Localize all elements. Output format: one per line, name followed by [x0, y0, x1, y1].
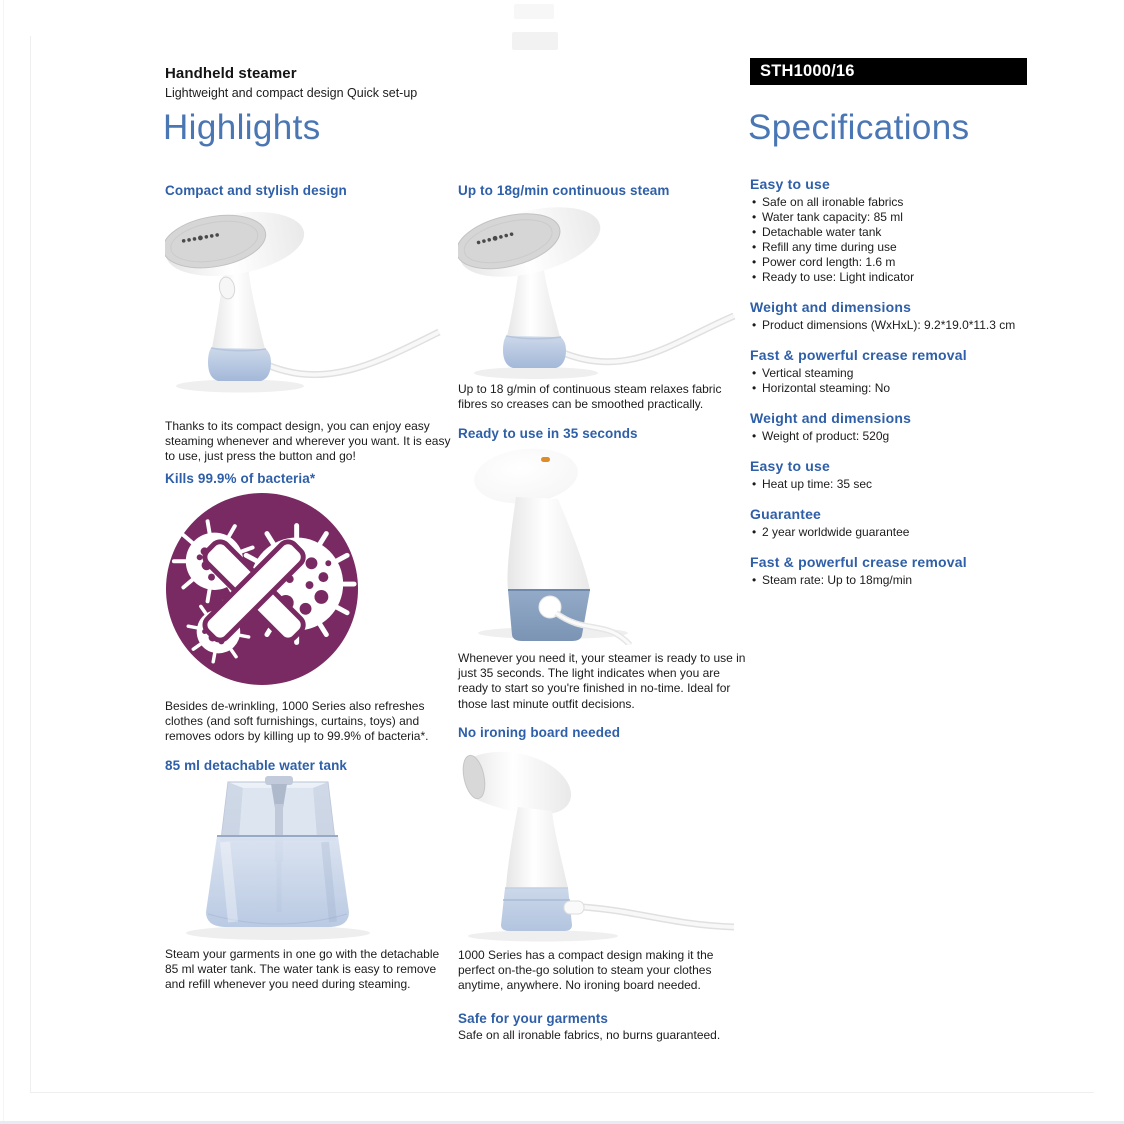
spec-group-heading: Easy to use	[750, 176, 831, 192]
spec-item: • Safe on all ironable fabrics	[750, 195, 1040, 210]
highlight-heading-kills-bacteria: Kills 99.9% of bacteria*	[165, 471, 316, 486]
spec-group-weight-dimensions-2	[750, 410, 1040, 444]
steamer-three-quarter-image	[165, 202, 443, 407]
tank-valve-cap	[265, 776, 293, 785]
spec-item: • Product dimensions (WxHxL): 9.2*19.0*11.3 cm	[750, 318, 1040, 333]
highlight-body-no-ironing-board: 1000 Series has a compact design making it the perfect on-the-go solution to steam your clothes anytime, anywhere. No ironing board needed.	[458, 948, 714, 993]
spec-group-heading: Weight and dimensions	[750, 299, 912, 315]
cord-plug	[564, 901, 584, 914]
spec-list	[750, 429, 1040, 444]
steamer-back-view-svg	[458, 443, 736, 645]
steamer-back-view-image	[458, 443, 736, 645]
product-shadow	[176, 380, 304, 393]
specifications-column	[750, 176, 1040, 602]
steamer-three-quarter-svg	[165, 202, 443, 407]
spec-list	[750, 318, 1040, 333]
spec-list	[750, 195, 1040, 285]
highlight-body-kills-bacteria: Besides de-wrinkling, 1000 Series also refreshes clothes (and soft furnishings, curtains, toys) and removes odors by killing up to 99.9% of bacteria*.	[165, 699, 429, 744]
spec-group-heading: Fast & powerful crease removal	[750, 554, 967, 570]
steamer-side-view-svg	[458, 745, 736, 943]
steamer-angled-image	[458, 202, 736, 380]
spec-item: • Vertical steaming	[750, 366, 1040, 381]
spec-list	[750, 477, 1040, 492]
page-edge-line	[3, 0, 4, 1124]
spec-list	[750, 525, 1040, 540]
product-shadow	[468, 931, 618, 942]
model-number-badge: STH1000/16	[750, 58, 1027, 85]
highlight-body-safe-garments: Safe on all ironable fabrics, no burns guaranteed.	[458, 1028, 721, 1042]
spec-item: • Ready to use: Light indicator	[750, 270, 1040, 285]
spec-group-guarantee	[750, 506, 1040, 540]
highlights-title: Highlights	[163, 108, 321, 147]
water-tank-base	[503, 336, 566, 368]
product-title: Handheld steamer	[165, 65, 297, 82]
highlight-body-continuous-steam: Up to 18 g/min of continuous steam relaxes fabric fibres so creases can be smoothed practically.	[458, 382, 722, 412]
spec-item: • Refill any time during use	[750, 240, 1040, 255]
highlight-body-compact-design: Thanks to its compact design, you can enjoy easy steaming whenever and wherever you want. It is easy to use, just press the button and go!	[165, 419, 451, 464]
product-shadow	[186, 926, 370, 940]
highlight-heading-continuous-steam: Up to 18g/min continuous steam	[458, 183, 670, 198]
product-shadow	[474, 367, 598, 379]
spec-list	[750, 573, 1040, 588]
spec-list	[750, 366, 1040, 396]
faded-logo-mark	[512, 32, 558, 50]
spec-group-heading: Weight and dimensions	[750, 410, 912, 426]
spec-group-heading: Guarantee	[750, 506, 822, 522]
highlight-heading-water-tank: 85 ml detachable water tank	[165, 758, 348, 773]
page-frame-bottom-line	[30, 1092, 1094, 1093]
spec-group-crease-removal	[750, 347, 1040, 396]
spec-item: • Heat up time: 35 sec	[750, 477, 1040, 492]
page-frame-left-line	[30, 36, 31, 1092]
highlight-heading-no-ironing-board: No ironing board needed	[458, 725, 621, 740]
highlight-heading-compact-design: Compact and stylish design	[165, 183, 347, 198]
spec-group-crease-removal-2	[750, 554, 1040, 588]
steamer-handle	[507, 497, 590, 590]
steamer-head	[165, 202, 309, 286]
indicator-light	[541, 457, 550, 462]
water-tank-base	[208, 348, 271, 381]
steamer-angled-svg	[458, 202, 736, 380]
spec-group-weight-dimensions	[750, 299, 1040, 333]
steamer-side-view-image	[458, 745, 736, 943]
spec-group-easy-to-use	[750, 176, 1040, 285]
spec-group-heading: Fast & powerful crease removal	[750, 347, 967, 363]
highlight-heading-safe-garments: Safe for your garments	[458, 1011, 608, 1026]
highlight-heading-ready-35s: Ready to use in 35 seconds	[458, 426, 638, 441]
bacteria-elimination-icon	[165, 492, 359, 686]
spec-item: • Power cord length: 1.6 m	[750, 255, 1040, 270]
highlight-body-ready-35s: Whenever you need it, your steamer is ready to use in just 35 seconds. The light indicates when you are ready to start so you're finished in no-time. Ideal for those last minute outfit decisions.	[458, 651, 746, 711]
spec-group-easy-to-use-2	[750, 458, 1040, 492]
spec-item: • 2 year worldwide guarantee	[750, 525, 1040, 540]
detachable-water-tank-svg	[165, 774, 443, 946]
bacteria-badge-image	[165, 492, 359, 686]
specifications-title: Specifications	[748, 108, 970, 147]
spec-item: • Weight of product: 520g	[750, 429, 1040, 444]
water-tank-image	[165, 774, 443, 946]
faded-logo-mark	[514, 4, 554, 19]
spec-item: • Horizontal steaming: No	[750, 381, 1040, 396]
water-tank-base	[501, 888, 572, 931]
spec-item: • Steam rate: Up to 18mg/min	[750, 573, 1040, 588]
product-subtitle: Lightweight and compact design Quick set-up	[165, 86, 418, 100]
highlight-body-water-tank: Steam your garments in one go with the detachable 85 ml water tank. The water tank is easy to remove and refill whenever you need during steaming.	[165, 947, 440, 992]
spec-group-heading: Easy to use	[750, 458, 831, 474]
spec-item: • Detachable water tank	[750, 225, 1040, 240]
steamer-handle	[506, 807, 568, 888]
spec-item: • Water tank capacity: 85 ml	[750, 210, 1040, 225]
